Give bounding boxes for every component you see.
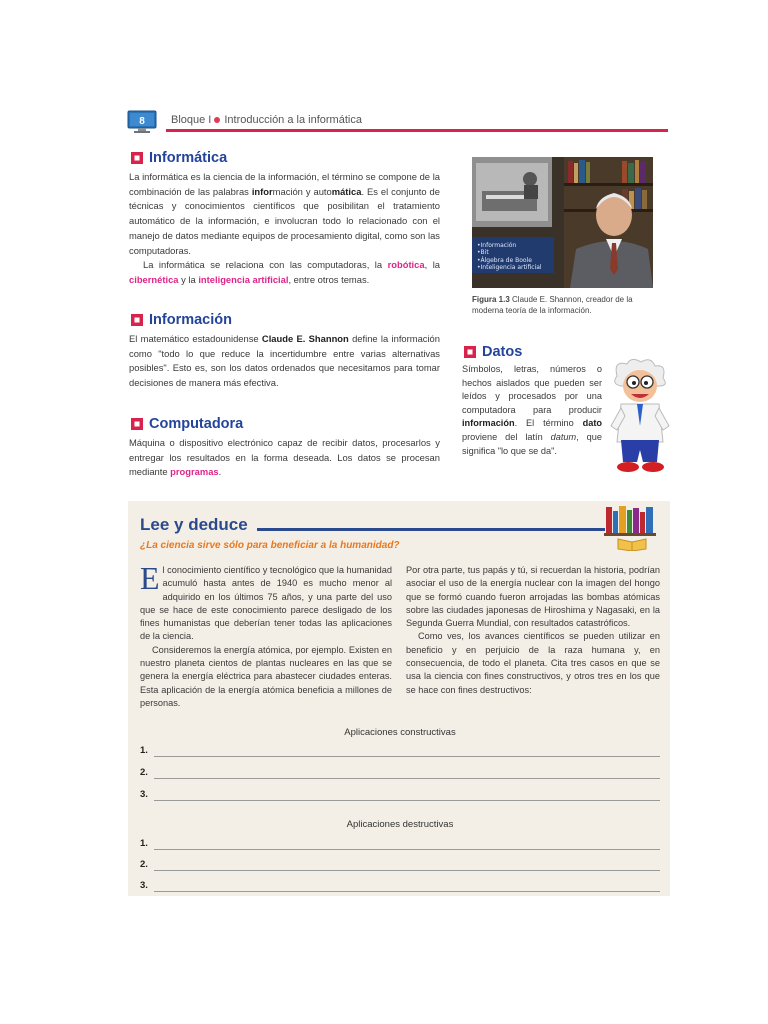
figure-topic: •Inteligencia artificial [477,264,542,272]
informacion-body: El matemático estadounidense Claude E. Shannon define la información como "todo lo que reduce la incertidumbre entre varias alternativas posibles". Esto es, son los datos ordenados que necesitamos para tomar decisiones de manera más efectiva. [129,333,440,389]
constructive-line-2[interactable]: 2. [140,767,660,781]
heading-informatica: Informática [131,150,227,166]
section-marker-icon [131,152,143,164]
bullet-dot-icon [214,117,220,123]
destructive-line-1[interactable]: 1. [140,838,660,852]
header-breadcrumb [171,114,362,126]
constructive-line-3[interactable]: 3. [140,789,660,803]
informatica-paragraph-2: La informática se relaciona con las computadoras, la robótica, la cibernética y la inteligencia artificial, entre otros temas. [129,259,440,285]
heading-informacion: Información [131,312,232,328]
section-marker-icon [131,314,143,326]
page-number: 8 [139,116,145,127]
section-marker-icon [131,418,143,430]
drop-cap: E [140,560,160,596]
shannon-photo [472,157,653,288]
informatica-body [129,170,440,288]
header-title: Introducción a la informática [224,114,362,126]
scientist-cartoon-illustration [607,356,673,478]
constructive-line-1[interactable]: 1. [140,745,660,759]
informatica-paragraph-1: La informática es la ciencia de la información, el término se compone de la combinación de las palabras información y automática. Es el conjunto de técnicas y conocimientos científicos que posibilitan el tratamiento automático de la información, e involucran todo lo relacionado con el manejo de datos mediante equipos de procesamiento digital, como son las computadoras. [129,171,440,256]
destructive-heading: Aplicaciones destructivas [346,819,454,830]
lee-left-column [140,560,392,710]
datos-body: Símbolos, letras, números o hechos aislados que pueden ser leídos y procesados por una computadora para producir información. El término dato proviene del latín datum, que significa "lo que se da". [462,364,602,456]
figure-topic-list [477,242,542,272]
destructive-line-2[interactable]: 2. [140,859,660,873]
lee-right-paragraph-2: Como ves, los avances científicos se pueden utilizar en beneficio y en perjuicio de la raza humana y, en consecuencia, de todo el planeta. Cita tres casos en que se usa la ciencia con fines constructivos, y otros tres en los que se hace con fines destructivos: [406,631,660,695]
header-block: Bloque I [171,114,212,126]
heading-computadora: Computadora [131,416,243,432]
books-icon [604,505,660,551]
figure-topic: •Información [477,242,517,249]
lee-y-deduce-title: Lee y deduce [140,515,248,534]
heading-datos: Datos [464,344,522,360]
constructive-heading: Aplicaciones constructivas [344,727,456,738]
figure-topic: •Álgebra de Boole [477,256,532,264]
lee-right-column [406,564,660,697]
computadora-body: Máquina o dispositivo electrónico capaz de recibir datos, procesarlos y entregar los resultados en la forma deseada. Los datos se procesan mediante programas. [129,437,440,478]
lee-right-paragraph-1: Por otra parte, tus papás y tú, si recuerdan la historia, podrían asociar el uso de la energía nuclear con la imagen del hongo que se formó cuando fueron arrojadas las bombas atómicas sobre las ciudades japonesas de Hiroshima y Nagasaki, en la Segunda Guerra Mundial, con resultados catastróficos. [406,565,660,629]
monitor-icon [127,110,157,134]
header-rule [166,129,668,132]
lee-left-paragraph-1: El conocimiento científico y tecnológico que la humanidad acumuló hasta antes de 1940 es mucho menor al adquirido en los últimos 75 años, y una parte del uso que se hace de este conocimiento parece desligado de los fines humanistas que deberían tener todas las aplicaciones de la ciencia. [140,560,392,642]
destructive-line-3[interactable]: 3. [140,880,660,894]
lee-title-rule [257,528,605,531]
lee-left-paragraph-2: Consideremos la energía atómica, por ejemplo. Existen en nuestro planeta cientos de plantas nucleares en las que se genera la energía eléctrica para abastecer ciudades enteras. Esta aplicación de la energía atómica beneficia a millones de personas. [140,644,392,708]
figure-label: Figura 1.3 [472,295,510,304]
section-marker-icon [464,346,476,358]
lee-question: ¿La ciencia sirve sólo para beneficiar a la humanidad? [140,540,400,551]
figure-caption: Figura 1.3 Claude E. Shannon, creador de la moderna teoría de la información. [472,295,633,315]
figure-topic: •Bit [477,249,489,257]
